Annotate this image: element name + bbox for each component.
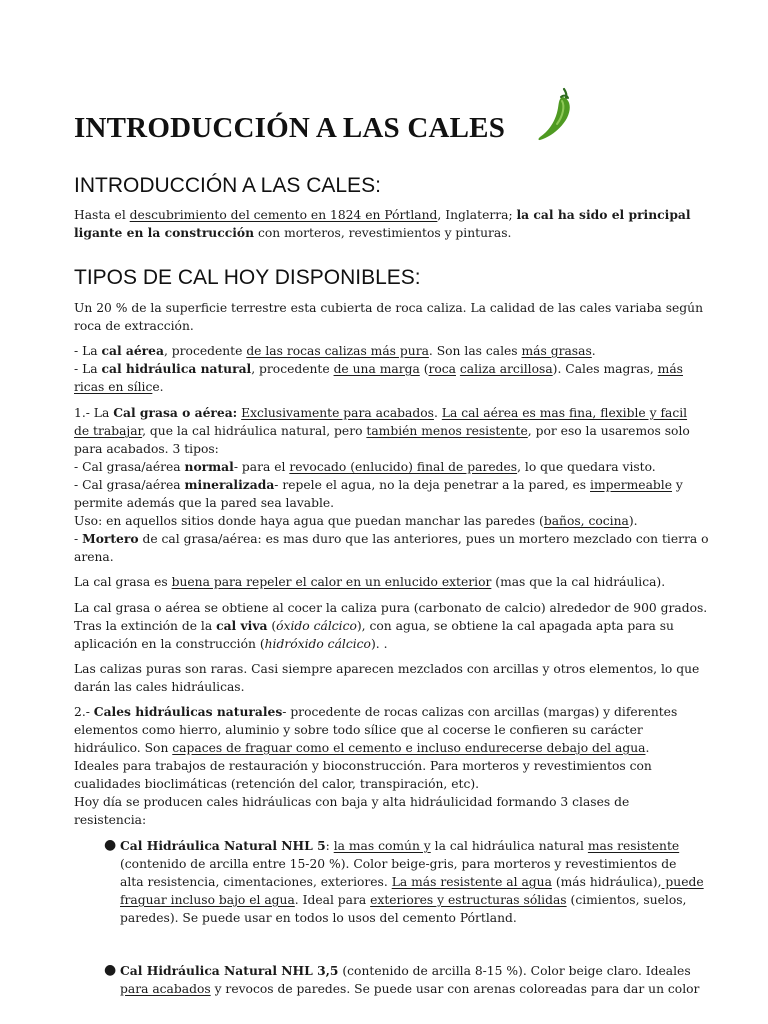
section-heading-tipos: TIPOS DE CAL HOY DISPONIBLES: — [74, 266, 421, 289]
naturales-line7: resistencia: — [74, 813, 147, 827]
text-run: . — [591, 344, 596, 358]
cal-grasa-line1 — [74, 404, 687, 422]
text-run: (cimientos, suelos, — [566, 893, 687, 907]
text-run: (más hidráulica), — [551, 875, 662, 889]
naturales-line4: Ideales para trabajos de restauración y bioconstrucción. Para morteros y revestimientos con — [74, 759, 652, 773]
underlined-text: ricas en sílic — [74, 380, 153, 394]
underlined-text: descubrimiento del cemento en 1824 en Pórtland — [129, 208, 438, 222]
paragraph-line: Un 20 % de la superficie terrestre esta cubierta de roca caliza. La calidad de las cales variaba según — [74, 301, 703, 315]
text-run: - procedente de rocas calizas con arcillas (margas) y diferentes — [282, 705, 678, 719]
nhl35-line1 — [120, 962, 691, 980]
cal-grasa-normal — [74, 458, 656, 476]
underlined-text: fraguar incluso bajo el agua — [120, 893, 295, 907]
bold-text: cal aérea — [101, 343, 164, 358]
cal-hidraulica-line1 — [74, 360, 683, 378]
cal-aerea-line — [74, 342, 596, 360]
italic-text: hidróxido cálcico — [264, 637, 371, 651]
text-run: (contenido de arcilla 8-15 %). Color beige claro. Ideales — [338, 964, 691, 978]
paragraph-intro-line1 — [74, 206, 691, 224]
underlined-text: Exclusivamente para acabados — [241, 406, 434, 420]
puras-line1: Las calizas puras son raras. Casi siempre aparecen mezclados con arcillas y otros elementos, lo que — [74, 662, 700, 676]
text-run: (mas que la cal hidráulica). — [491, 575, 666, 589]
text-run: . Son las cales — [428, 344, 522, 358]
bold-text: mineralizada — [184, 477, 275, 492]
cal-grasa-uso — [74, 512, 638, 530]
naturales-line5: cualidades bioclimáticas (retención del calor, transpiración, etc). — [74, 777, 480, 791]
cal-grasa-mineralizada-line2: permite además que la pared sea lavable. — [74, 496, 335, 510]
obtencion-line2 — [74, 617, 674, 635]
calor-paragraph — [74, 573, 665, 591]
text-run: aplicación en la construcción ( — [74, 637, 265, 651]
cal-hidraulica-line2 — [74, 378, 164, 396]
text-run: , procedente — [163, 344, 247, 358]
underlined-text: revocado (enlucido) final de paredes — [289, 460, 518, 474]
bold-text: Cal grasa o aérea: — [113, 405, 238, 420]
text-run: 2.- — [74, 705, 94, 719]
underlined-text: buena para repeler el calor en un enlucido exterior — [171, 575, 492, 589]
text-run: , que la cal hidráulica natural, pero — [142, 424, 367, 438]
underlined-text: caliza arcillosa — [459, 362, 553, 376]
nhl35-line2 — [120, 980, 699, 998]
puras-line2: darán las cales hidráulicas. — [74, 680, 245, 694]
bold-text: ligante en la construcción — [74, 225, 255, 240]
underlined-text: más grasas — [521, 344, 592, 358]
naturales-line1 — [74, 703, 677, 721]
text-run: con morteros, revestimientos y pinturas. — [254, 226, 512, 240]
text-run: Uso: en aquellos sitios donde haya agua que puedan manchar las paredes ( — [74, 514, 544, 528]
text-run: Hasta el — [74, 208, 130, 222]
text-run: . — [645, 741, 650, 755]
text-run: Tras la extinción de la — [74, 619, 217, 633]
underlined-text: La más resistente al agua — [391, 875, 552, 889]
text-run: y revocos de paredes. Se puede usar con arenas coloreadas para dar un color — [210, 982, 700, 996]
text-run: - para el — [233, 460, 290, 474]
underlined-text: mas resistente — [587, 839, 680, 853]
green-chili-pepper-icon — [536, 86, 574, 142]
cal-grasa-mineralizada — [74, 476, 683, 494]
underlined-text: baños, cocina — [543, 514, 629, 528]
section-heading-introduccion: INTRODUCCIÓN A LAS CALES: — [74, 174, 381, 197]
text-run: ), con agua, se obtiene la cal apagada apta para su — [356, 619, 674, 633]
text-run: , por eso la usaremos solo — [527, 424, 690, 438]
paragraph-line: roca de extracción. — [74, 319, 194, 333]
text-run: de cal grasa/aérea: es mas duro que las anteriores, pues un mortero mezclado con tierra o — [138, 532, 709, 546]
text-run: , procedente — [251, 362, 334, 376]
naturales-line3 — [74, 739, 649, 757]
text-run: La cal grasa es — [74, 575, 172, 589]
text-run: - repele el agua, no la deja penetrar a la pared, es — [274, 478, 591, 492]
underlined-text: roca — [428, 362, 456, 376]
underlined-text: también menos resistente — [366, 424, 528, 438]
underlined-text: de una marga — [333, 362, 420, 376]
underlined-text: puede — [661, 875, 704, 889]
text-run: , lo que quedara visto. — [517, 460, 656, 474]
text-run: e. — [152, 380, 164, 394]
naturales-line2: elementos como hierro, aluminio y sobre todo sílice que al cocerse le confieren su carácter — [74, 723, 643, 737]
bold-text: normal — [184, 459, 234, 474]
bold-text: Cal Hidráulica Natural NHL 3,5 — [120, 963, 339, 978]
bold-text: cal hidráulica natural — [101, 361, 252, 376]
text-run: ). . — [370, 637, 388, 651]
bullet-icon: ● — [104, 962, 117, 978]
bold-text: Cal Hidráulica Natural NHL 5 — [120, 838, 326, 853]
underlined-text: capaces de fraguar como el cemento e incluso endurecerse debajo del agua — [172, 741, 646, 755]
text-run: 1.- La — [74, 406, 114, 420]
underlined-text: impermeable — [590, 478, 673, 492]
text-run: - Cal grasa/aérea — [74, 460, 185, 474]
text-run: . Ideal para — [294, 893, 371, 907]
italic-text: óxido cálcico — [276, 619, 357, 633]
bullet-icon: ● — [104, 837, 117, 853]
bold-text: Mortero — [82, 531, 139, 546]
text-run: la cal hidráulica natural — [430, 839, 588, 853]
document-title: INTRODUCCIÓN A LAS CALES — [74, 112, 506, 144]
text-run: hidráulico. Son — [74, 741, 173, 755]
underlined-text: la mas común y — [333, 839, 431, 853]
text-run: - La — [74, 344, 102, 358]
text-run: - — [74, 532, 83, 546]
text-run: ( — [267, 619, 277, 633]
text-run: , Inglaterra; — [437, 208, 517, 222]
obtencion-line3 — [74, 635, 387, 653]
text-run: - Cal grasa/aérea — [74, 478, 185, 492]
bold-text: la cal ha sido el principal — [516, 207, 691, 222]
underlined-text: más — [657, 362, 683, 376]
nhl5-line5: paredes). Se puede usar en todos lo usos del cemento Pórtland. — [120, 911, 517, 925]
nhl5-line4 — [120, 891, 686, 909]
underlined-text: de las rocas calizas más pura — [246, 344, 429, 358]
nhl5-line3 — [120, 873, 704, 891]
nhl5-line1 — [120, 837, 679, 855]
text-run: y — [672, 478, 683, 492]
underlined-text: exteriores y estructuras sólidas — [370, 893, 567, 907]
text-run: ). Cales magras, — [552, 362, 658, 376]
cal-grasa-mortero-line2: arena. — [74, 550, 114, 564]
bold-text: cal viva — [216, 618, 268, 633]
cal-grasa-line3: para acabados. 3 tipos: — [74, 442, 219, 456]
cal-grasa-mortero — [74, 530, 709, 548]
underlined-text: La cal aérea es mas fina, flexible y facil — [441, 406, 688, 420]
text-run: ). — [628, 514, 638, 528]
obtencion-line1: La cal grasa o aérea se obtiene al cocer la caliza pura (carbonato de calcio) alrededor de 900 grados. — [74, 601, 708, 615]
underlined-text: de trabajar — [74, 424, 143, 438]
naturales-line6: Hoy día se producen cales hidráulicas con baja y alta hidráulicidad formando 3 clases de — [74, 795, 630, 809]
text-run: . — [433, 406, 442, 420]
paragraph-intro-line2 — [74, 224, 511, 242]
bold-text: Cales hidráulicas naturales — [93, 704, 283, 719]
nhl5-line2: (contenido de arcilla entre 15-20 %). Color beige-gris, para morteros y revestimientos de — [120, 857, 677, 871]
text-run: : — [325, 839, 334, 853]
text-run: alta resistencia, cimentaciones, exteriores. — [120, 875, 392, 889]
text-run: - La — [74, 362, 102, 376]
text-run: ( — [419, 362, 429, 376]
underlined-text: para acabados — [120, 982, 211, 996]
cal-grasa-line2 — [74, 422, 690, 440]
